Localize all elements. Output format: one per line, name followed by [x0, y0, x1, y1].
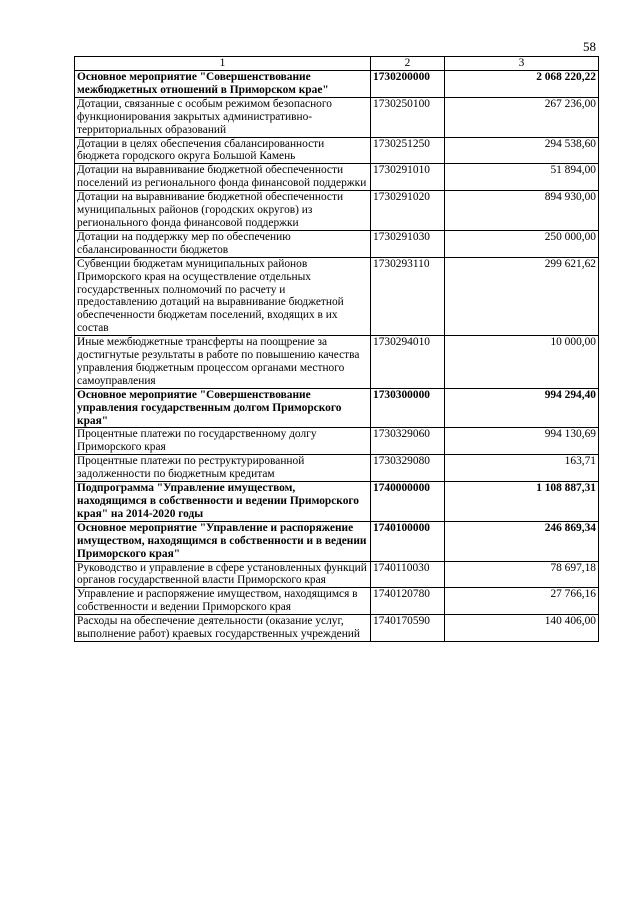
table-row [75, 588, 599, 615]
table-row [75, 561, 599, 588]
row-code-cell: 1730200000 [371, 71, 445, 98]
header-row [75, 57, 599, 71]
table-row [75, 230, 599, 257]
row-code-cell: 1740100000 [371, 521, 445, 561]
row-amount-cell: 294 538,60 [445, 137, 599, 164]
row-name-cell: Подпрограмма "Управление имуществом, находящимся в собственности и ведении Приморского края" на 2014-2020 годы [75, 482, 371, 522]
row-amount-cell: 299 621,62 [445, 257, 599, 335]
row-name-cell: Основное мероприятие "Совершенствование управления государственным долгом Приморского края" [75, 388, 371, 428]
table-row [75, 71, 599, 98]
row-name-cell: Основное мероприятие "Совершенствование межбюджетных отношений в Приморском крае" [75, 71, 371, 98]
row-amount-cell: 1 108 887,31 [445, 482, 599, 522]
row-amount-cell: 994 130,69 [445, 428, 599, 455]
page-number: 58 [583, 39, 596, 54]
row-name-cell: Иные межбюджетные трансферты на поощрение за достигнутые результаты в работе по повышению качества управления бюджетным процессом органами местного самоуправления [75, 336, 371, 389]
row-name-cell: Процентные платежи по государственному долгу Приморского края [75, 428, 371, 455]
table-row [75, 455, 599, 482]
table-row [75, 257, 599, 335]
row-name-cell: Субвенции бюджетам муниципальных районов Приморского края на осуществление отдельных государственных полномочий по расчету и предоставлению дотаций на выравнивание бюджетной обеспеченности бюджетам поселений, входящих в их состав [75, 257, 371, 335]
table-row [75, 191, 599, 231]
row-amount-cell: 10 000,00 [445, 336, 599, 389]
row-amount-cell: 246 869,34 [445, 521, 599, 561]
table-row [75, 137, 599, 164]
row-amount-cell: 994 294,40 [445, 388, 599, 428]
row-name-cell: Руководство и управление в сфере установленных функций органов государственной власти Приморского края [75, 561, 371, 588]
table-body [75, 71, 599, 642]
table-row [75, 521, 599, 561]
row-amount-cell: 140 406,00 [445, 615, 599, 642]
row-code-cell: 1730329060 [371, 428, 445, 455]
row-name-cell: Дотации в целях обеспечения сбалансированности бюджета городского округа Большой Камень [75, 137, 371, 164]
row-code-cell: 1730293110 [371, 257, 445, 335]
table-row [75, 428, 599, 455]
row-amount-cell: 267 236,00 [445, 97, 599, 137]
row-code-cell: 1730300000 [371, 388, 445, 428]
row-name-cell: Дотации на выравнивание бюджетной обеспеченности муниципальных районов (городских округов) из регионального фонда финансовой поддержки [75, 191, 371, 231]
row-amount-cell: 51 894,00 [445, 164, 599, 191]
row-code-cell: 1740000000 [371, 482, 445, 522]
row-code-cell: 1730294010 [371, 336, 445, 389]
row-name-cell: Дотации, связанные с особым режимом безопасного функционирования закрытых административно-территориальных образований [75, 97, 371, 137]
table-row [75, 388, 599, 428]
row-name-cell: Процентные платежи по реструктурированной задолженности по бюджетным кредитам [75, 455, 371, 482]
row-amount-cell: 250 000,00 [445, 230, 599, 257]
row-name-cell: Расходы на обеспечение деятельности (оказание услуг, выполнение работ) краевых государственных учреждений [75, 615, 371, 642]
table-row [75, 164, 599, 191]
row-code-cell: 1730329080 [371, 455, 445, 482]
table-row [75, 615, 599, 642]
header-col-3: 3 [445, 57, 599, 71]
row-amount-cell: 2 068 220,22 [445, 71, 599, 98]
row-code-cell: 1730291030 [371, 230, 445, 257]
budget-table [74, 56, 599, 642]
row-amount-cell: 163,71 [445, 455, 599, 482]
row-code-cell: 1730250100 [371, 97, 445, 137]
table-row [75, 336, 599, 389]
table-row [75, 482, 599, 522]
row-code-cell: 1730291010 [371, 164, 445, 191]
row-code-cell: 1740110030 [371, 561, 445, 588]
header-col-2: 2 [371, 57, 445, 71]
row-amount-cell: 894 930,00 [445, 191, 599, 231]
header-col-1: 1 [75, 57, 371, 71]
row-amount-cell: 78 697,18 [445, 561, 599, 588]
row-code-cell: 1730291020 [371, 191, 445, 231]
row-code-cell: 1730251250 [371, 137, 445, 164]
row-name-cell: Управление и распоряжение имуществом, находящимся в собственности и ведении Приморского края [75, 588, 371, 615]
row-name-cell: Дотации на поддержку мер по обеспечению сбалансированности бюджетов [75, 230, 371, 257]
row-name-cell: Дотации на выравнивание бюджетной обеспеченности поселений из регионального фонда финансовой поддержки [75, 164, 371, 191]
row-name-cell: Основное мероприятие "Управление и распоряжение имуществом, находящимся в собственности и в ведении Приморского края" [75, 521, 371, 561]
row-amount-cell: 27 766,16 [445, 588, 599, 615]
table-row [75, 97, 599, 137]
table-header [75, 57, 599, 71]
row-code-cell: 1740170590 [371, 615, 445, 642]
row-code-cell: 1740120780 [371, 588, 445, 615]
